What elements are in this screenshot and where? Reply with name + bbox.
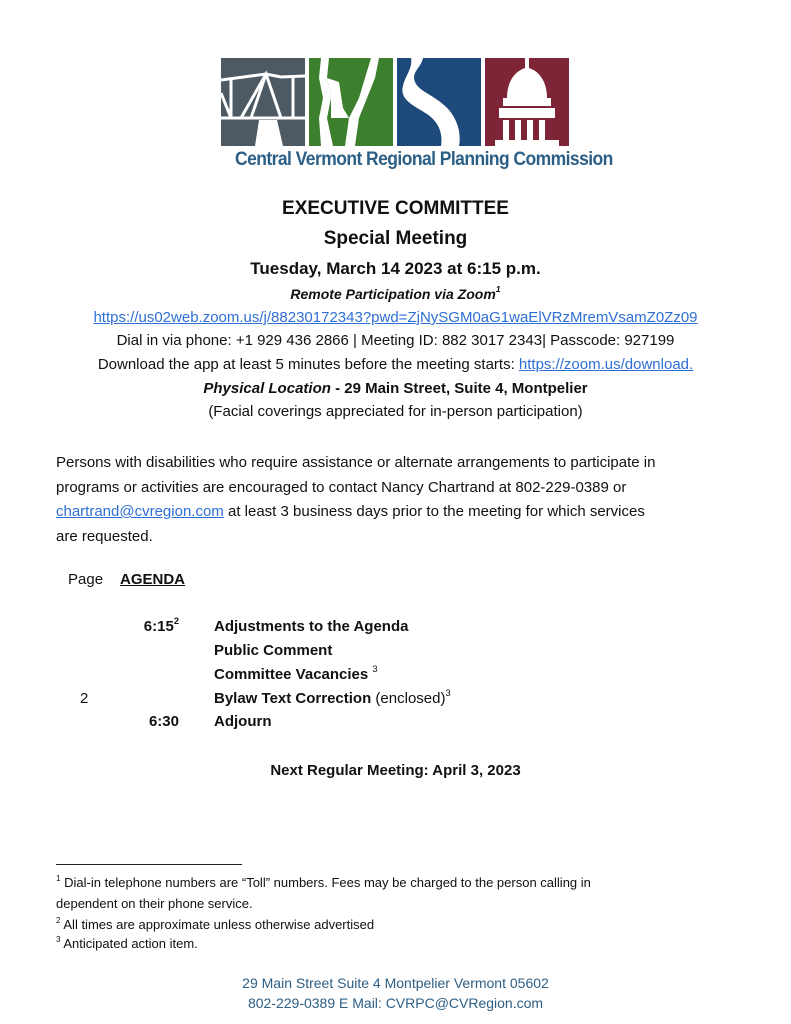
agenda-item bbox=[0, 666, 791, 690]
footnote-ref-2: 2 bbox=[173, 616, 179, 627]
contact-email-link[interactable]: chartrand@cvregion.com bbox=[56, 503, 224, 520]
masks-note: (Facial coverings appreciated for in-person participation) bbox=[208, 403, 583, 420]
dial-in-info bbox=[0, 332, 791, 349]
notice-text: at least 3 business days prior to the meeting for which services bbox=[223, 503, 645, 520]
org-name: Central Vermont Regional Planning Commission bbox=[235, 149, 613, 170]
footnote-number: 2 bbox=[56, 915, 61, 925]
agenda-item bbox=[0, 713, 791, 737]
footnote-1-cont: dependent on their phone service. bbox=[56, 896, 253, 911]
agenda-note: (enclosed) bbox=[371, 690, 446, 707]
notice-line: are requested. bbox=[56, 527, 153, 545]
vermont-map-icon bbox=[309, 58, 393, 146]
agenda-time bbox=[144, 618, 179, 635]
logo-tiles bbox=[221, 58, 571, 146]
physical-location bbox=[0, 380, 791, 397]
agenda-title bbox=[214, 618, 408, 635]
zoom-meeting-link[interactable]: https://us02web.zoom.us/j/88230172343?pwd=ZjNySGM0aG1waElVRzMremVsamZ0Zz09 bbox=[93, 309, 698, 326]
river-icon bbox=[397, 58, 481, 146]
agenda-item bbox=[0, 618, 791, 642]
notice-line: Persons with disabilities who require assistance or alternate arrangements to participate in bbox=[56, 454, 656, 471]
agenda-title bbox=[214, 666, 378, 683]
accessibility-notice bbox=[56, 451, 736, 549]
passcode-label: | Passcode: bbox=[542, 332, 625, 349]
agenda-title bbox=[214, 690, 451, 707]
footnote-ref-1: 1 bbox=[495, 284, 501, 295]
page-column-header: Page bbox=[68, 571, 104, 588]
time-value: 6:15 bbox=[143, 618, 174, 635]
capitol-dome-icon bbox=[485, 58, 569, 146]
agenda-title-text: Committee Vacancies bbox=[214, 666, 373, 683]
footnote-2 bbox=[56, 917, 756, 932]
agenda-title: Public Comment bbox=[214, 642, 333, 659]
cvrpc-logo bbox=[221, 58, 613, 178]
download-info bbox=[0, 356, 791, 373]
agenda-time: 6:30 bbox=[148, 713, 179, 730]
agenda-title-text: Bylaw Text Correction bbox=[214, 690, 372, 707]
footnote-3 bbox=[56, 936, 756, 951]
zoom-download-link[interactable]: https://zoom.us/download. bbox=[518, 356, 694, 373]
footnote-ref-3: 3 bbox=[445, 688, 451, 699]
notice-line: programs or activities are encouraged to contact Nancy Chartrand at 802-229-0389 or bbox=[56, 478, 627, 496]
footnote-ref-3: 3 bbox=[372, 664, 378, 675]
bridge-icon bbox=[221, 58, 305, 146]
footnote-divider bbox=[56, 864, 242, 865]
meeting-id: 882 3017 2343 bbox=[441, 332, 543, 349]
agenda-page: 2 bbox=[80, 690, 89, 707]
agenda-title-text: Adjustments to the Agenda bbox=[214, 618, 409, 635]
remote-participation bbox=[0, 286, 791, 302]
agenda-title: Adjourn bbox=[214, 713, 272, 730]
footnote-1 bbox=[56, 875, 756, 890]
footnote-number: 3 bbox=[56, 934, 61, 944]
location-address: - 29 Main Street, Suite 4, Montpelier bbox=[330, 380, 588, 397]
footnote-number: 1 bbox=[56, 873, 61, 883]
meeting-type: Special Meeting bbox=[323, 228, 468, 249]
footer-contact: 802-229-0389 E Mail: CVRPC@CVRegion.com bbox=[247, 995, 544, 1011]
next-meeting: Next Regular Meeting: April 3, 2023 bbox=[270, 762, 521, 779]
footnote-text: Anticipated action item. bbox=[63, 936, 198, 951]
passcode: 927199 bbox=[624, 332, 675, 349]
agenda-item bbox=[0, 642, 791, 666]
remote-label: Remote Participation via Zoom bbox=[290, 286, 496, 302]
agenda-item bbox=[0, 690, 791, 714]
zoom-link-row bbox=[0, 309, 791, 326]
dial-in-text: Dial in via phone: +1 929 436 2866 | Meeting ID: bbox=[116, 332, 442, 349]
download-text: Download the app at least 5 minutes before the meeting starts: bbox=[97, 356, 519, 373]
footnote-text: All times are approximate unless otherwise advertised bbox=[63, 917, 375, 932]
meeting-datetime: Tuesday, March 14 2023 at 6:15 p.m. bbox=[250, 259, 541, 278]
notice-line bbox=[56, 500, 736, 525]
footer-address: 29 Main Street Suite 4 Montpelier Vermont 05602 bbox=[242, 975, 549, 991]
committee-title: EXECUTIVE COMMITTEE bbox=[282, 198, 509, 219]
agenda-header: AGENDA bbox=[120, 571, 186, 588]
footnote-text: Dial-in telephone numbers are “Toll” numbers. Fees may be charged to the person calling in bbox=[64, 875, 591, 890]
location-label: Physical Location bbox=[203, 380, 331, 397]
